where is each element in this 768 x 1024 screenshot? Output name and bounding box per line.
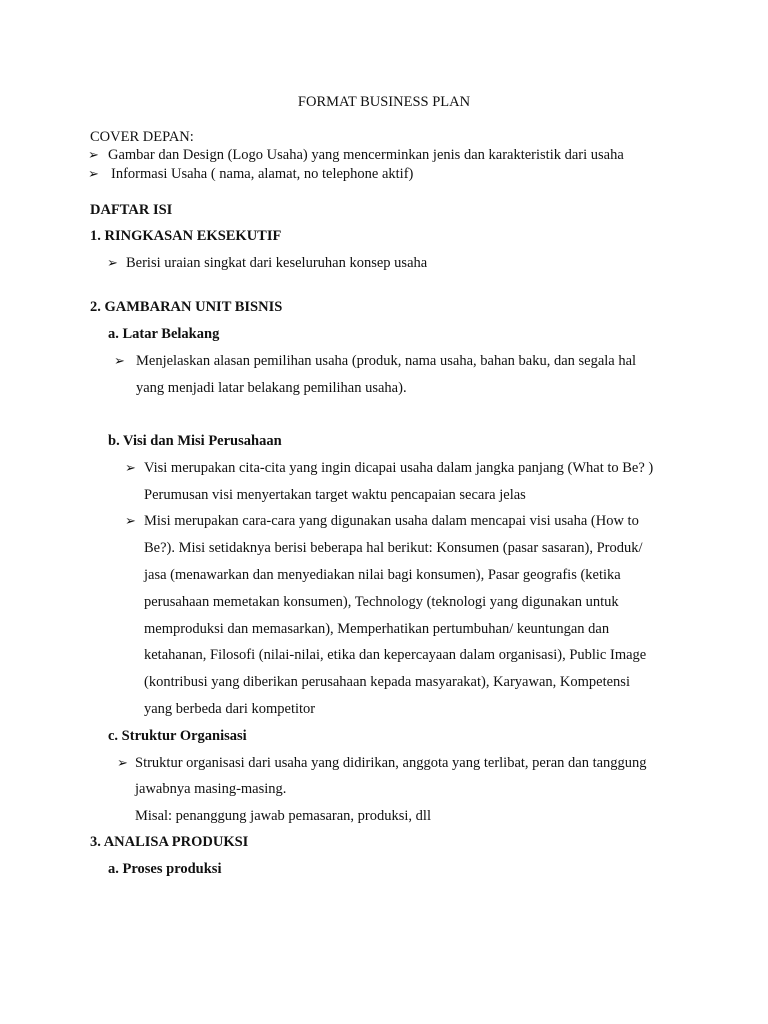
section-1-item: Berisi uraian singkat dari keseluruhan konsep usaha: [126, 255, 428, 271]
cover-item: Gambar dan Design (Logo Usaha) yang mencerminkan jenis dan karakteristik dari usaha: [108, 147, 624, 163]
paragraph-line: jawabnya masing-masing.: [135, 781, 287, 797]
bullet-arrow-icon: ➢: [88, 166, 99, 181]
bullet-arrow-icon: ➢: [107, 255, 118, 270]
paragraph-line: Menjelaskan alasan pemilihan usaha (produk, nama usaha, bahan baku, dan segala hal: [136, 353, 637, 369]
cover-item: Informasi Usaha ( nama, alamat, no telephone aktif): [111, 166, 414, 182]
subsection-2c-heading: c. Struktur Organisasi: [108, 728, 247, 744]
paragraph-line: Misal: penanggung jawab pemasaran, produksi, dll: [135, 808, 431, 824]
paragraph-line: ketahanan, Filosofi (nilai-nilai, etika dan kepercayaan dalam organisasi), Public Image: [144, 647, 647, 663]
paragraph-line: Visi merupakan cita-cita yang ingin dicapai usaha dalam jangka panjang (What to Be? ): [144, 460, 654, 476]
paragraph-line: (kontribusi yang diberikan perusahaan kepada masyarakat), Karyawan, Kompetensi: [144, 674, 630, 690]
subsection-2b-heading: b. Visi dan Misi Perusahaan: [108, 433, 282, 449]
bullet-arrow-icon: ➢: [117, 755, 128, 770]
bullet-arrow-icon: ➢: [114, 353, 125, 368]
paragraph-line: yang menjadi latar belakang pemilihan usaha).: [136, 380, 407, 396]
toc-heading: DAFTAR ISI: [90, 202, 173, 218]
paragraph-line: Be?). Misi setidaknya berisi beberapa hal berikut: Konsumen (pasar sasaran), Produk/: [144, 540, 643, 556]
paragraph-line: jasa (menawarkan dan menyediakan nilai bagi konsumen), Pasar geografis (ketika: [144, 567, 621, 583]
section-2-heading: 2. GAMBARAN UNIT BISNIS: [90, 299, 283, 315]
paragraph-line: memproduksi dan memasarkan), Memperhatikan pertumbuhan/ keuntungan dan: [144, 621, 610, 637]
cover-heading: COVER DEPAN:: [90, 129, 194, 145]
section-3-heading: 3. ANALISA PRODUKSI: [90, 834, 249, 850]
bullet-arrow-icon: ➢: [125, 513, 136, 528]
paragraph-line: yang berbeda dari kompetitor: [144, 701, 316, 717]
subsection-3a-heading: a. Proses produksi: [108, 861, 222, 877]
document-title: FORMAT BUSINESS PLAN: [297, 94, 471, 110]
subsection-2a-heading: a. Latar Belakang: [108, 326, 220, 342]
paragraph-line: Perumusan visi menyertakan target waktu pencapaian secara jelas: [144, 487, 526, 503]
bullet-arrow-icon: ➢: [88, 147, 99, 162]
paragraph-line: Misi merupakan cara-cara yang digunakan usaha dalam mencapai visi usaha (How to: [144, 513, 639, 529]
bullet-arrow-icon: ➢: [125, 460, 136, 475]
paragraph-line: Struktur organisasi dari usaha yang didirikan, anggota yang terlibat, peran dan tanggung: [135, 755, 647, 771]
section-1-heading: 1. RINGKASAN EKSEKUTIF: [90, 228, 282, 244]
paragraph-line: perusahaan memetakan konsumen), Technology (teknologi yang digunakan untuk: [144, 594, 619, 610]
